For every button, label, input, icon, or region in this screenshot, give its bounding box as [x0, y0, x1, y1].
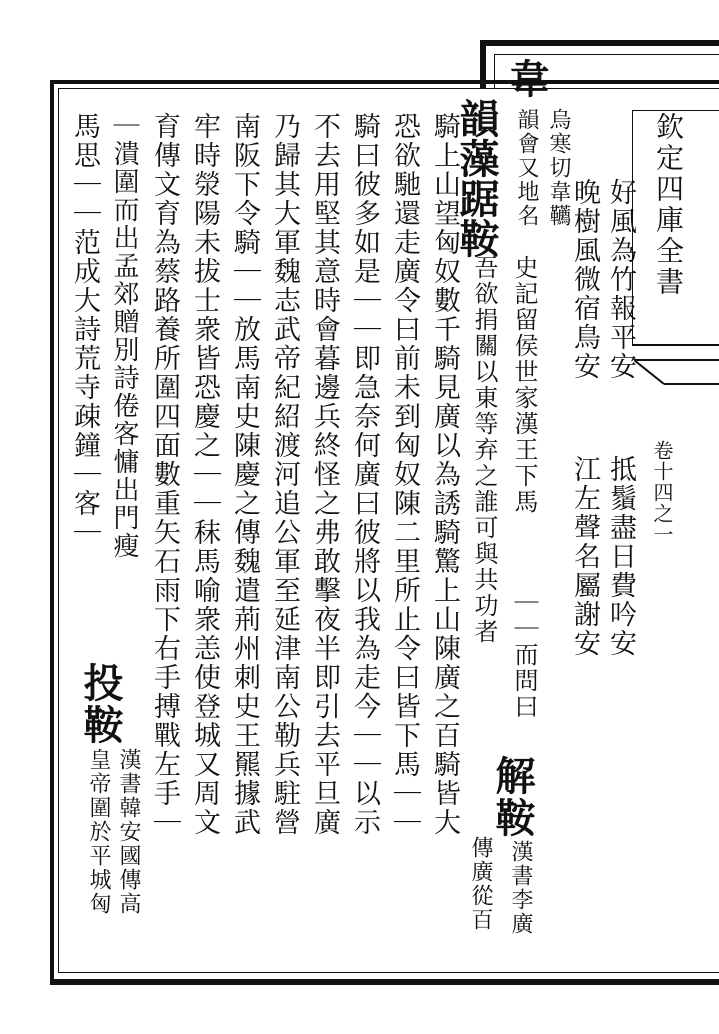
- entry-line-c4b: ｜｜而問曰: [510, 590, 538, 720]
- headword-tou-an: 投鞍: [77, 662, 124, 746]
- volume-label: 卷十四之一: [650, 440, 674, 545]
- entry-line-c11: 南阪下令騎｜｜放馬南史陳慶之傳魏遣荊州刺史王羆據武: [229, 112, 260, 837]
- section-heading-juan: 韻藻踞鞍: [453, 98, 500, 258]
- entry-line-c15b: 皇帝圍於平城匈: [86, 748, 111, 916]
- entry-line-c13: 育傳文育為蔡路養所圍四面數重矢石雨下右手搏戰左手｜: [149, 112, 180, 837]
- entry-line-c4a: 史記留侯世家漢王下馬: [510, 255, 538, 515]
- entry-line-c5b: 漢書李廣: [508, 840, 533, 936]
- headword-wei: 韋: [503, 58, 550, 100]
- entry-line-c14b: 漢書韓安國傳高: [116, 748, 141, 916]
- entry-line-c10: 乃歸其大軍魏志武帝紀紹渡河追公軍至延津南公勒兵駐營: [269, 112, 300, 837]
- entry-line-c14a: ｜潰圍而出孟郊贈別詩倦客慵出門瘦: [109, 112, 139, 560]
- poem-line-2a: 晚樹風微宿鳥安: [569, 178, 600, 381]
- entry-line-c8: 騎曰彼多如是｜｜即急奈何廣曰彼將以我為走今｜｜以示: [349, 112, 380, 837]
- entry-line-c12: 牢時滎陽未拔士衆皆恐慶之｜｜秣馬喻衆恙使登城又周文: [189, 112, 220, 837]
- poem-line-1a: 好風為竹報平安: [605, 178, 636, 381]
- poem-line-1b: 抵鬚盡日費吟安: [605, 455, 636, 658]
- gloss-line-2: 韻會又地名: [514, 108, 539, 228]
- entry-line-c6-tail: 傳廣從百: [468, 836, 493, 932]
- book-title: 欽定四庫全書: [652, 112, 685, 298]
- gloss-line-1: 烏寒切韋韉: [546, 108, 571, 228]
- entry-line-c9: 不去用堅其意時會暮邊兵終怪之弗敢擊夜半即引去平旦廣: [309, 112, 340, 837]
- entry-line-c5: 吾欲捐關以東等弃之誰可與共功者: [470, 255, 498, 645]
- poem-line-2b: 江左聲名屬謝安: [569, 455, 600, 658]
- entry-line-c6: 騎上山望匈奴數千騎見廣以為誘騎驚上山陳廣之百騎皆大: [429, 112, 460, 837]
- fishtail-mark: [634, 358, 719, 388]
- entry-line-c15a: 馬思｜｜范成大詩荒寺疎鐘｜客｜: [69, 112, 100, 547]
- entry-line-c7: 恐欲馳還走廣令曰前未到匈奴陳二里所止令曰皆下馬｜｜: [389, 112, 420, 837]
- headword-jie-an: 解鞍: [489, 755, 536, 839]
